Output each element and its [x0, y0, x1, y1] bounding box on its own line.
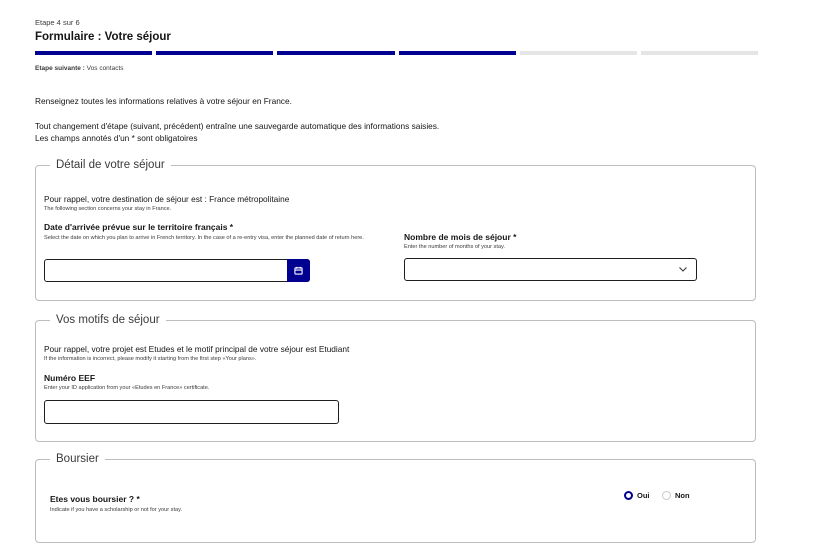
scholarship-question: Etes vous boursier ? * — [50, 494, 140, 504]
motif-reminder-en: If the information is incorrect, please modify it starting from the first step «Your plans». — [44, 356, 257, 362]
arrival-date-label: Date d'arrivée prévue sur le territoire français * — [44, 222, 234, 232]
arrival-date-input[interactable] — [44, 259, 310, 282]
boursier-legend: Boursier — [56, 453, 99, 465]
destination-reminder-en: The following section concerns your stay in France. — [44, 206, 172, 212]
scholarship-radio-non[interactable] — [662, 491, 690, 500]
autosave-notice: Tout changement d'étape (suivant, précédent) entraîne une sauvegarde automatique des informations saisies. — [35, 121, 440, 131]
motifs-legend: Vos motifs de séjour — [56, 314, 160, 326]
scholarship-radio-group — [624, 487, 698, 505]
next-step — [35, 65, 124, 72]
chevron-down-icon — [678, 264, 688, 274]
intro-text: Renseignez toutes les informations relatives à votre séjour en France. — [35, 96, 292, 106]
progress-segment — [641, 51, 758, 55]
required-notice: Les champs annotés d'un * sont obligatoires — [35, 133, 198, 143]
arrival-date-help: Select the date on which you plan to arrive in French territory. In the case of a re-entry visa, enter the planned date of return here. — [44, 235, 364, 241]
months-select[interactable] — [404, 258, 697, 281]
months-label: Nombre de mois de séjour * — [404, 232, 517, 242]
progress-segment — [35, 51, 152, 55]
calendar-button[interactable] — [287, 259, 310, 282]
eef-label: Numéro EEF — [44, 373, 96, 383]
scholarship-help: Indicate if you have a scholarship or not for your stay. — [50, 507, 183, 513]
next-step-value: Vos contacts — [86, 65, 124, 72]
radio-non-label: Non — [674, 491, 690, 500]
next-step-label: Etape suivante : — [35, 65, 85, 72]
eef-help: Enter your ID application from your «Etudes en France» certificate. — [44, 385, 210, 391]
radio-unselected-icon — [662, 491, 671, 500]
page-title: Formulaire : Votre séjour — [35, 31, 171, 43]
radio-selected-icon — [624, 491, 633, 500]
progress-segment — [277, 51, 394, 55]
progress-segment — [520, 51, 637, 55]
progress-bar — [35, 51, 758, 56]
scholarship-radio-oui[interactable] — [624, 491, 650, 500]
radio-oui-label: Oui — [637, 491, 650, 500]
sejour-legend: Détail de votre séjour — [56, 159, 165, 171]
progress-segment — [399, 51, 516, 55]
calendar-icon — [294, 266, 303, 275]
months-help: Enter the number of months of your stay. — [404, 244, 505, 250]
step-count: Etape 4 sur 6 — [35, 18, 80, 27]
destination-reminder: Pour rappel, votre destination de séjour est : France métropolitaine — [44, 194, 290, 204]
progress-segment — [156, 51, 273, 55]
eef-input[interactable] — [44, 400, 339, 424]
motif-reminder: Pour rappel, votre projet est Etudes et le motif principal de votre séjour est Etudiant — [44, 344, 350, 354]
